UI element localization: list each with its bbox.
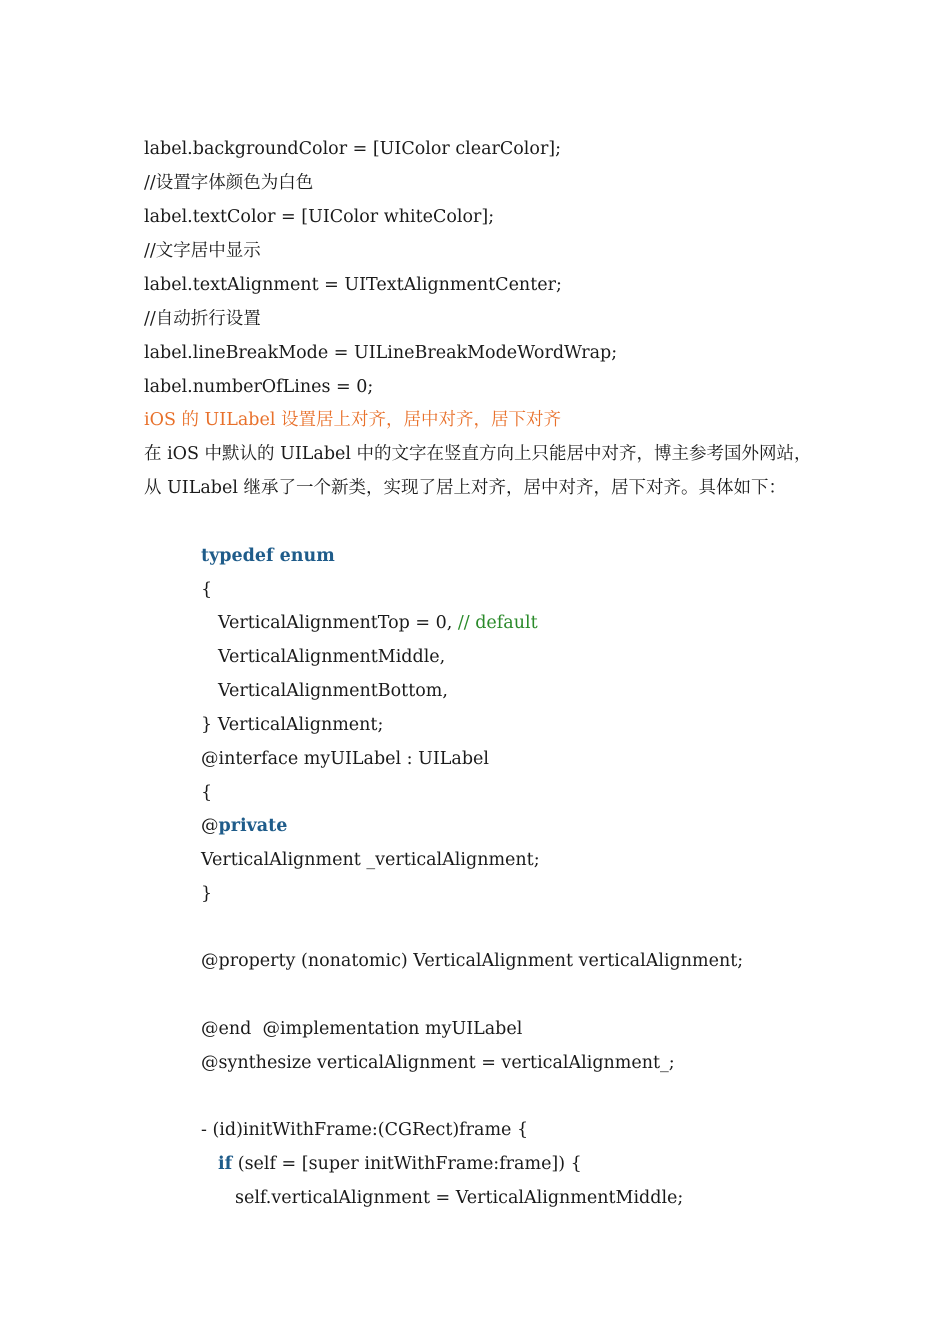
code-line-enum-top	[218, 612, 538, 634]
code-line: label.lineBreakMode = UILineBreakModeWordWrap;	[144, 343, 618, 363]
code-line: label.backgroundColor = [UIColor clearColor];	[144, 139, 562, 159]
code-comment-line: //文字居中显示	[144, 241, 261, 261]
if-condition: (self = [super initWithFrame:frame]) {	[232, 1154, 582, 1174]
code-line-end-implementation: @end @implementation myUILabel	[201, 1019, 523, 1039]
section-heading: iOS 的 UILabel 设置居上对齐，居中对齐，居下对齐	[144, 410, 561, 430]
typedef-keyword: typedef enum	[201, 546, 335, 566]
code-line-init-signature: - (id)initWithFrame:(CGRect)frame {	[201, 1120, 529, 1140]
enum-top-text: VerticalAlignmentTop = 0,	[218, 613, 458, 633]
code-line-enum-middle: VerticalAlignmentMiddle,	[218, 647, 446, 667]
code-brace: }	[201, 884, 213, 904]
code-line-enum-bottom: VerticalAlignmentBottom,	[218, 681, 448, 701]
code-line: label.textAlignment = UITextAlignmentCenter;	[144, 275, 562, 295]
code-line-enum-close: } VerticalAlignment;	[201, 715, 384, 735]
code-line-if	[218, 1153, 582, 1175]
code-comment-line: //设置字体颜色为白色	[144, 173, 314, 193]
code-line-ivar: VerticalAlignment _verticalAlignment;	[201, 850, 540, 870]
at-sign: @	[201, 816, 219, 836]
if-keyword: if	[218, 1154, 233, 1174]
code-line-synthesize: @synthesize verticalAlignment = verticalAlignment_;	[201, 1053, 675, 1073]
body-paragraph: 在 iOS 中默认的 UILabel 中的文字在竖直方向上只能居中对齐，博主参考国外网站，从 UILabel 继承了一个新类，实现了居上对齐，居中对齐，居下对齐。具体如下：	[144, 444, 812, 498]
code-line-assign: self.verticalAlignment = VerticalAlignmentMiddle;	[235, 1188, 684, 1208]
code-brace: {	[201, 580, 213, 600]
code-brace: {	[201, 783, 213, 803]
code-line-interface: @interface myUILabel : UILabel	[201, 749, 489, 769]
code-line: label.textColor = [UIColor whiteColor];	[144, 207, 495, 227]
code-line-private	[201, 815, 287, 837]
code-line: label.numberOfLines = 0;	[144, 377, 374, 397]
private-keyword: private	[218, 816, 288, 836]
code-line-property: @property (nonatomic) VerticalAlignment verticalAlignment;	[201, 951, 744, 971]
default-comment: // default	[457, 613, 538, 633]
code-comment-line: //自动折行设置	[144, 309, 261, 329]
